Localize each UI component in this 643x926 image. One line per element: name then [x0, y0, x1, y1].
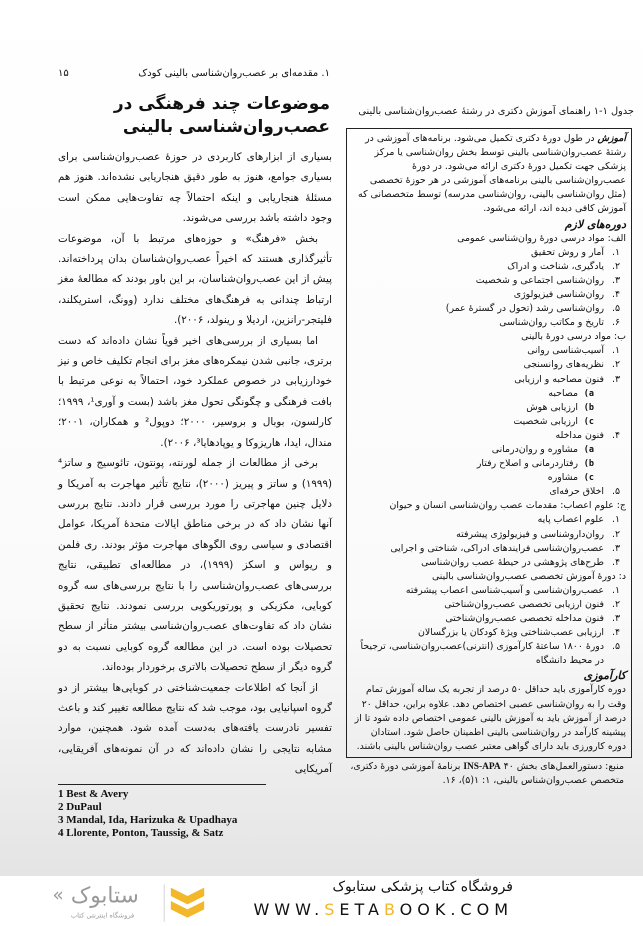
right-column	[346, 104, 634, 788]
item-number: ۱.	[611, 345, 620, 357]
course-item	[351, 640, 626, 668]
footnote: 2 DuPaul	[58, 800, 102, 813]
item-number: ۱.	[611, 246, 620, 258]
item-number: ۲.	[611, 528, 620, 540]
group-title: الف: مواد درسی دورهٔ روان‌شناسی عمومی	[457, 232, 626, 244]
paragraph: برخی از مطالعات از جمله لورنته، پونتون، تائوسیج و ساتز⁴ (۱۹۹۹) و ساتز و پیریز (۲۰۰۰)، نتایج تأثیر مهاجرت به آمریکا و دلایل چنین مهاجرتی را مورد بررسی قرار دادند. نتایج بررسی آنها نشان داد که در برخی مناطق ایالات متحدهٔ آمریکا، عوامل اقتصادی و سیاسی روی الگوهای مهاجرت مؤثر بودند. ری فلمن و ریواس و اسکز (۱۹۹۹)، در مطالعه‌ای تطبیقی، نتایج بررسی‌های عصب‌روان‌شناسی را با نتایج بررسی‌های سه گروه کوبایی، مکزیکی و پورتوریکویی بررسی نمودند. نتایج تحقیق نشان داد که تفاوت‌های عصب‌روان‌شناسی بیشتر متأثر از سطح تحصیلات بوده است. در این مطالعه گروه کوبایی نسبت به دو گروه دیگر از سطح تحصیلات بالاتری برخوردار بوده‌اند.	[58, 457, 333, 674]
course-list	[351, 246, 626, 331]
url-part: OOK.COM	[399, 900, 513, 919]
item-number: ۴.	[611, 288, 620, 300]
course-item	[351, 260, 626, 274]
course-item	[351, 246, 626, 260]
page-number: ۱۵	[58, 68, 69, 79]
item-number: ۴.	[611, 627, 620, 639]
course-subitem	[351, 401, 626, 415]
running-header	[58, 68, 330, 79]
item-text: فنون مصاحبه و ارزیابی	[514, 373, 604, 385]
store-url[interactable]	[253, 900, 513, 920]
item-text: عصب‌روان‌شناسی فرایندهای ادراکی، شناختی و اجرایی	[390, 542, 604, 554]
item-text: آمار و روش تحقیق	[530, 246, 604, 258]
item-number: ۴.	[611, 556, 620, 568]
item-number: ۱.	[611, 514, 620, 526]
item-text: فنون مداخله	[555, 429, 604, 441]
item-number: ۳.	[611, 542, 620, 554]
group-title: ج: علوم اعصاب: مقدمات عصب روان‌شناسی انسان و حیوان	[389, 500, 626, 512]
source-prefix: منبع: دستورالعمل‌های بخش ۴۰	[500, 760, 624, 772]
course-list	[351, 513, 626, 569]
item-text: روان‌شناسی رشد (تحول در گسترهٔ عمر)	[445, 303, 604, 315]
item-text: یادگیری، شناخت و ادراک	[507, 260, 604, 272]
group-title: د: دورهٔ آموزش تخصصی عصب‌روان‌شناسی بالینی	[431, 570, 626, 582]
course-list	[351, 584, 626, 669]
item-number: ۴.	[611, 429, 620, 441]
logo-tagline: فروشگاه اینترنتی کتاب	[70, 911, 135, 920]
item-text: روان‌شناسی فیزیولوژی	[513, 288, 604, 300]
course-item	[351, 429, 626, 443]
subitem-text: مشاوره	[547, 472, 578, 484]
item-number: ۵.	[611, 641, 620, 653]
item-text: تاریخ و مکاتب روان‌شناسی	[499, 317, 604, 329]
paragraph: بخش «فرهنگ» و حوزه‌های مرتبط با آن، موضوعات تأثیرگذاری هستند که اخیراً عصب‌روان‌شناسان بدان پرداخته‌اند. پیش از این عصب‌روان‌شناسان، بر این باور بودند که مطالعهٔ مغز ارتباط چندانی به فرهنگ‌های مختلف ندارد (وونگ، استریکلند، فلیتجر-رانزین، اردیلا و رینولد، ۲۰۰۶).	[58, 232, 332, 327]
course-item	[351, 316, 626, 330]
item-number: ۶.	[611, 317, 620, 329]
paragraph: بسیاری از ابزارهای کاربردی در حوزهٔ عصب‌روان‌شناسی برای بسیاری جوامع، هنوز به طور دقیق هنجاریابی نشده‌اند. هنوز هم مسئلهٔ هنجاریابی و اینکه احتمالاً چه تفاوت‌هایی ممکن است وجود داشته باشد بررسی می‌شوند.	[58, 151, 332, 225]
intro-bold: آموزش	[597, 133, 626, 144]
course-item	[351, 542, 626, 556]
paragraph: از آنجا که اطلاعات جمعیت‌شناختی در کوبایی‌ها بیشتر از دو گروه اسپانیایی بود، موجب شد که نتایج مطالعه تغییر کند و باعث تفسیر نادرست یافته‌های به‌دست آمده شود. همچنین، موارد مشابه نتایجی را نشان داده‌اند که در آن نمونه‌های آفریقایی، آمریکایی	[58, 681, 332, 776]
footnote: 1 Best & Avery	[58, 787, 129, 800]
setabook-logo	[30, 876, 220, 926]
paragraph: اما بسیاری از بررسی‌های اخیر قویاً نشان داده‌اند که دست برتری، جانبی شدن نیمکره‌های مغز برای انجام تکلیف خاص و نیز خودارزیابی در خصوص عملکرد خود، احتمالاً به نوعی مرتبط با بافت فرهنگی و چگونگی تحول مغز باشد (بست و آوری¹، ۱۹۹۹؛ کارلسون، بوبال و بروسیر، ۲۰۰۰؛ دوپول² و همکاران، ۲۰۰۱؛ مندال، ایدا، هاریزوکا و یوپادهایا³، ۲۰۰۶).	[58, 334, 332, 449]
item-text: نظریه‌های روانسنجی	[523, 359, 604, 371]
subitem-letter: a)	[583, 388, 594, 399]
subitem-letter: c)	[583, 416, 594, 427]
source-bold: INS-APA	[463, 761, 501, 772]
url-part: WWW.	[253, 900, 325, 919]
subitem-letter: b)	[583, 459, 594, 470]
course-item	[351, 274, 626, 288]
course-item	[351, 556, 626, 570]
subitem-letter: c)	[583, 473, 594, 484]
subitem-text: مصاحبه	[548, 387, 578, 399]
source-suffix: برنامهٔ آموزشی دورهٔ دکتری، متخصص عصب‌روان‌شناس بالینی، ۱: ۱(۵)، ۱۶.	[350, 760, 624, 786]
table-source	[346, 758, 632, 788]
subitem-letter: b)	[583, 402, 594, 413]
item-text: فنون ارزیابی تخصصی عصب‌روان‌شناختی	[444, 599, 604, 610]
group-title: ب: مواد درسی دورهٔ بالینی	[521, 331, 626, 343]
course-groups	[351, 232, 626, 669]
item-text: طرح‌های پژوهشی در حیطهٔ عصب روان‌شناسی	[421, 556, 604, 568]
item-text: فنون مداخله تخصصی عصب‌روان‌شناختی	[445, 613, 604, 625]
item-text: علوم اعصاب پایه	[537, 514, 604, 526]
url-part: ETA	[339, 900, 384, 919]
item-text: ارزیابی عصب‌شناختی ویژهٔ کودکان یا بزرگسالان	[418, 627, 604, 639]
section-title: موضوعات چند فرهنگی در عصب‌روان‌شناسی بالینی	[113, 94, 330, 137]
subitem-letter: a)	[583, 444, 594, 455]
url-part: S	[324, 900, 340, 919]
course-item	[351, 373, 626, 387]
course-item	[351, 598, 626, 612]
required-courses-heading: دوره‌های لازم	[564, 217, 626, 231]
item-number: ۵.	[611, 486, 620, 498]
course-subitem	[351, 387, 626, 401]
course-subitem	[351, 457, 626, 471]
course-item	[351, 288, 626, 302]
subitem-text: ارزیابی شخصیت	[513, 415, 578, 427]
body-text	[58, 147, 332, 780]
item-number: ۳.	[611, 274, 620, 286]
item-number: ۵.	[611, 303, 620, 315]
left-column	[58, 68, 334, 840]
footnotes	[58, 785, 334, 840]
item-number: ۳.	[611, 373, 620, 385]
subitem-text: ارزیابی هوش	[526, 401, 578, 413]
item-text: اخلاق حرفه‌ای	[549, 486, 604, 498]
training-table	[346, 128, 632, 758]
footnote: 3 Mandal, Ida, Harizuka & Upadhaya	[58, 813, 238, 826]
internship-heading: کارآموزی	[583, 669, 626, 683]
course-subitem	[351, 471, 626, 485]
item-number: ۳.	[611, 613, 620, 625]
course-item	[351, 485, 626, 499]
item-number: ۲.	[611, 599, 620, 610]
item-number: ۲.	[611, 260, 620, 272]
internship-text: دوره کارآموزی باید حداقل ۵۰ درصد از تجربه یک ساله آموزش تمام وقت را به روان‌شناسی عصبی اختصاص دهد. علاوه براین، حداقل ۲۰ درصد از آموزش باید به آموزش بالینی عمومی اختصاص داده شود تا از پیشینه کارآمد در روان‌شناسی بالینی اطمینان حاصل شود. استادان دوره کارورزی باید دارای گواهی معتبر عصب روان‌شناس بالینی باشند.	[354, 684, 626, 752]
course-item	[351, 584, 626, 598]
item-number: ۲.	[611, 359, 620, 371]
course-item	[351, 358, 626, 372]
course-item	[351, 513, 626, 527]
course-item	[351, 302, 626, 316]
course-subitem	[351, 443, 626, 457]
course-item	[351, 528, 626, 542]
store-name: فروشگاه کتاب پزشکی ستابوک	[332, 879, 513, 895]
running-title: ۱. مقدمه‌ای بر عصب‌روان‌شناسی بالینی کودک	[138, 68, 330, 79]
table-intro	[351, 132, 626, 217]
course-list	[351, 344, 626, 499]
item-text: آسیب‌شناسی روانی	[527, 345, 604, 357]
course-subitem	[351, 415, 626, 429]
item-text: روان‌داروشناسی و فیزیولوژی پیشرفته	[456, 528, 604, 540]
item-text: دورهٔ ۱۸۰۰ ساعتهٔ کارآموزی (انترنی)عصب‌روان‌شناسی، ترجیحاً در محیط دانشگاه	[360, 641, 604, 667]
table-caption: جدول ۱-۱ راهنمای آموزش دکتری در رشتهٔ عصب‌روان‌شناسی بالینی	[358, 106, 634, 117]
subitem-text: رفتاردرمانی و اصلاح رفتار	[476, 458, 578, 470]
intro-text: در طول دورهٔ دکتری تکمیل می‌شود. برنامه‌های آموزشی در رشتهٔ عصب‌روان‌شناسی بالینی توسط بخش روان‌شناسی یا مرکز پزشکی جهت تکمیل دورهٔ دکتری ارائه می‌شود. در دورهٔ عصب‌روان‌شناسی بالینی برنامه‌های آموزشی در هر حوزهٔ تخصصی (مثل روان‌شناسی بالینی، روان‌شناسی مدرسه) توسط متخصصانی که آموزش کافی دیده اند، ارائه می‌شود.	[358, 133, 626, 215]
logo-chevron-mark	[171, 888, 204, 918]
store-banner	[0, 876, 643, 926]
logo-chevrons: «	[52, 885, 64, 906]
footnote: 4 Llorente, Ponton, Taussig, & Satz	[58, 826, 224, 839]
item-text: عصب‌روان‌شناسی و آسیب‌شناسی اعصاب پیشرفته	[405, 584, 604, 596]
url-part: B	[383, 900, 400, 919]
course-item	[351, 344, 626, 358]
subitem-text: مشاوره و روان‌درمانی	[491, 443, 578, 455]
course-item	[351, 626, 626, 640]
course-item	[351, 612, 626, 626]
logo-wordmark: ستابوک	[70, 883, 139, 909]
item-number: ۱.	[611, 584, 620, 596]
item-text: روان‌شناسی اجتماعی و شخصیت	[475, 274, 604, 286]
